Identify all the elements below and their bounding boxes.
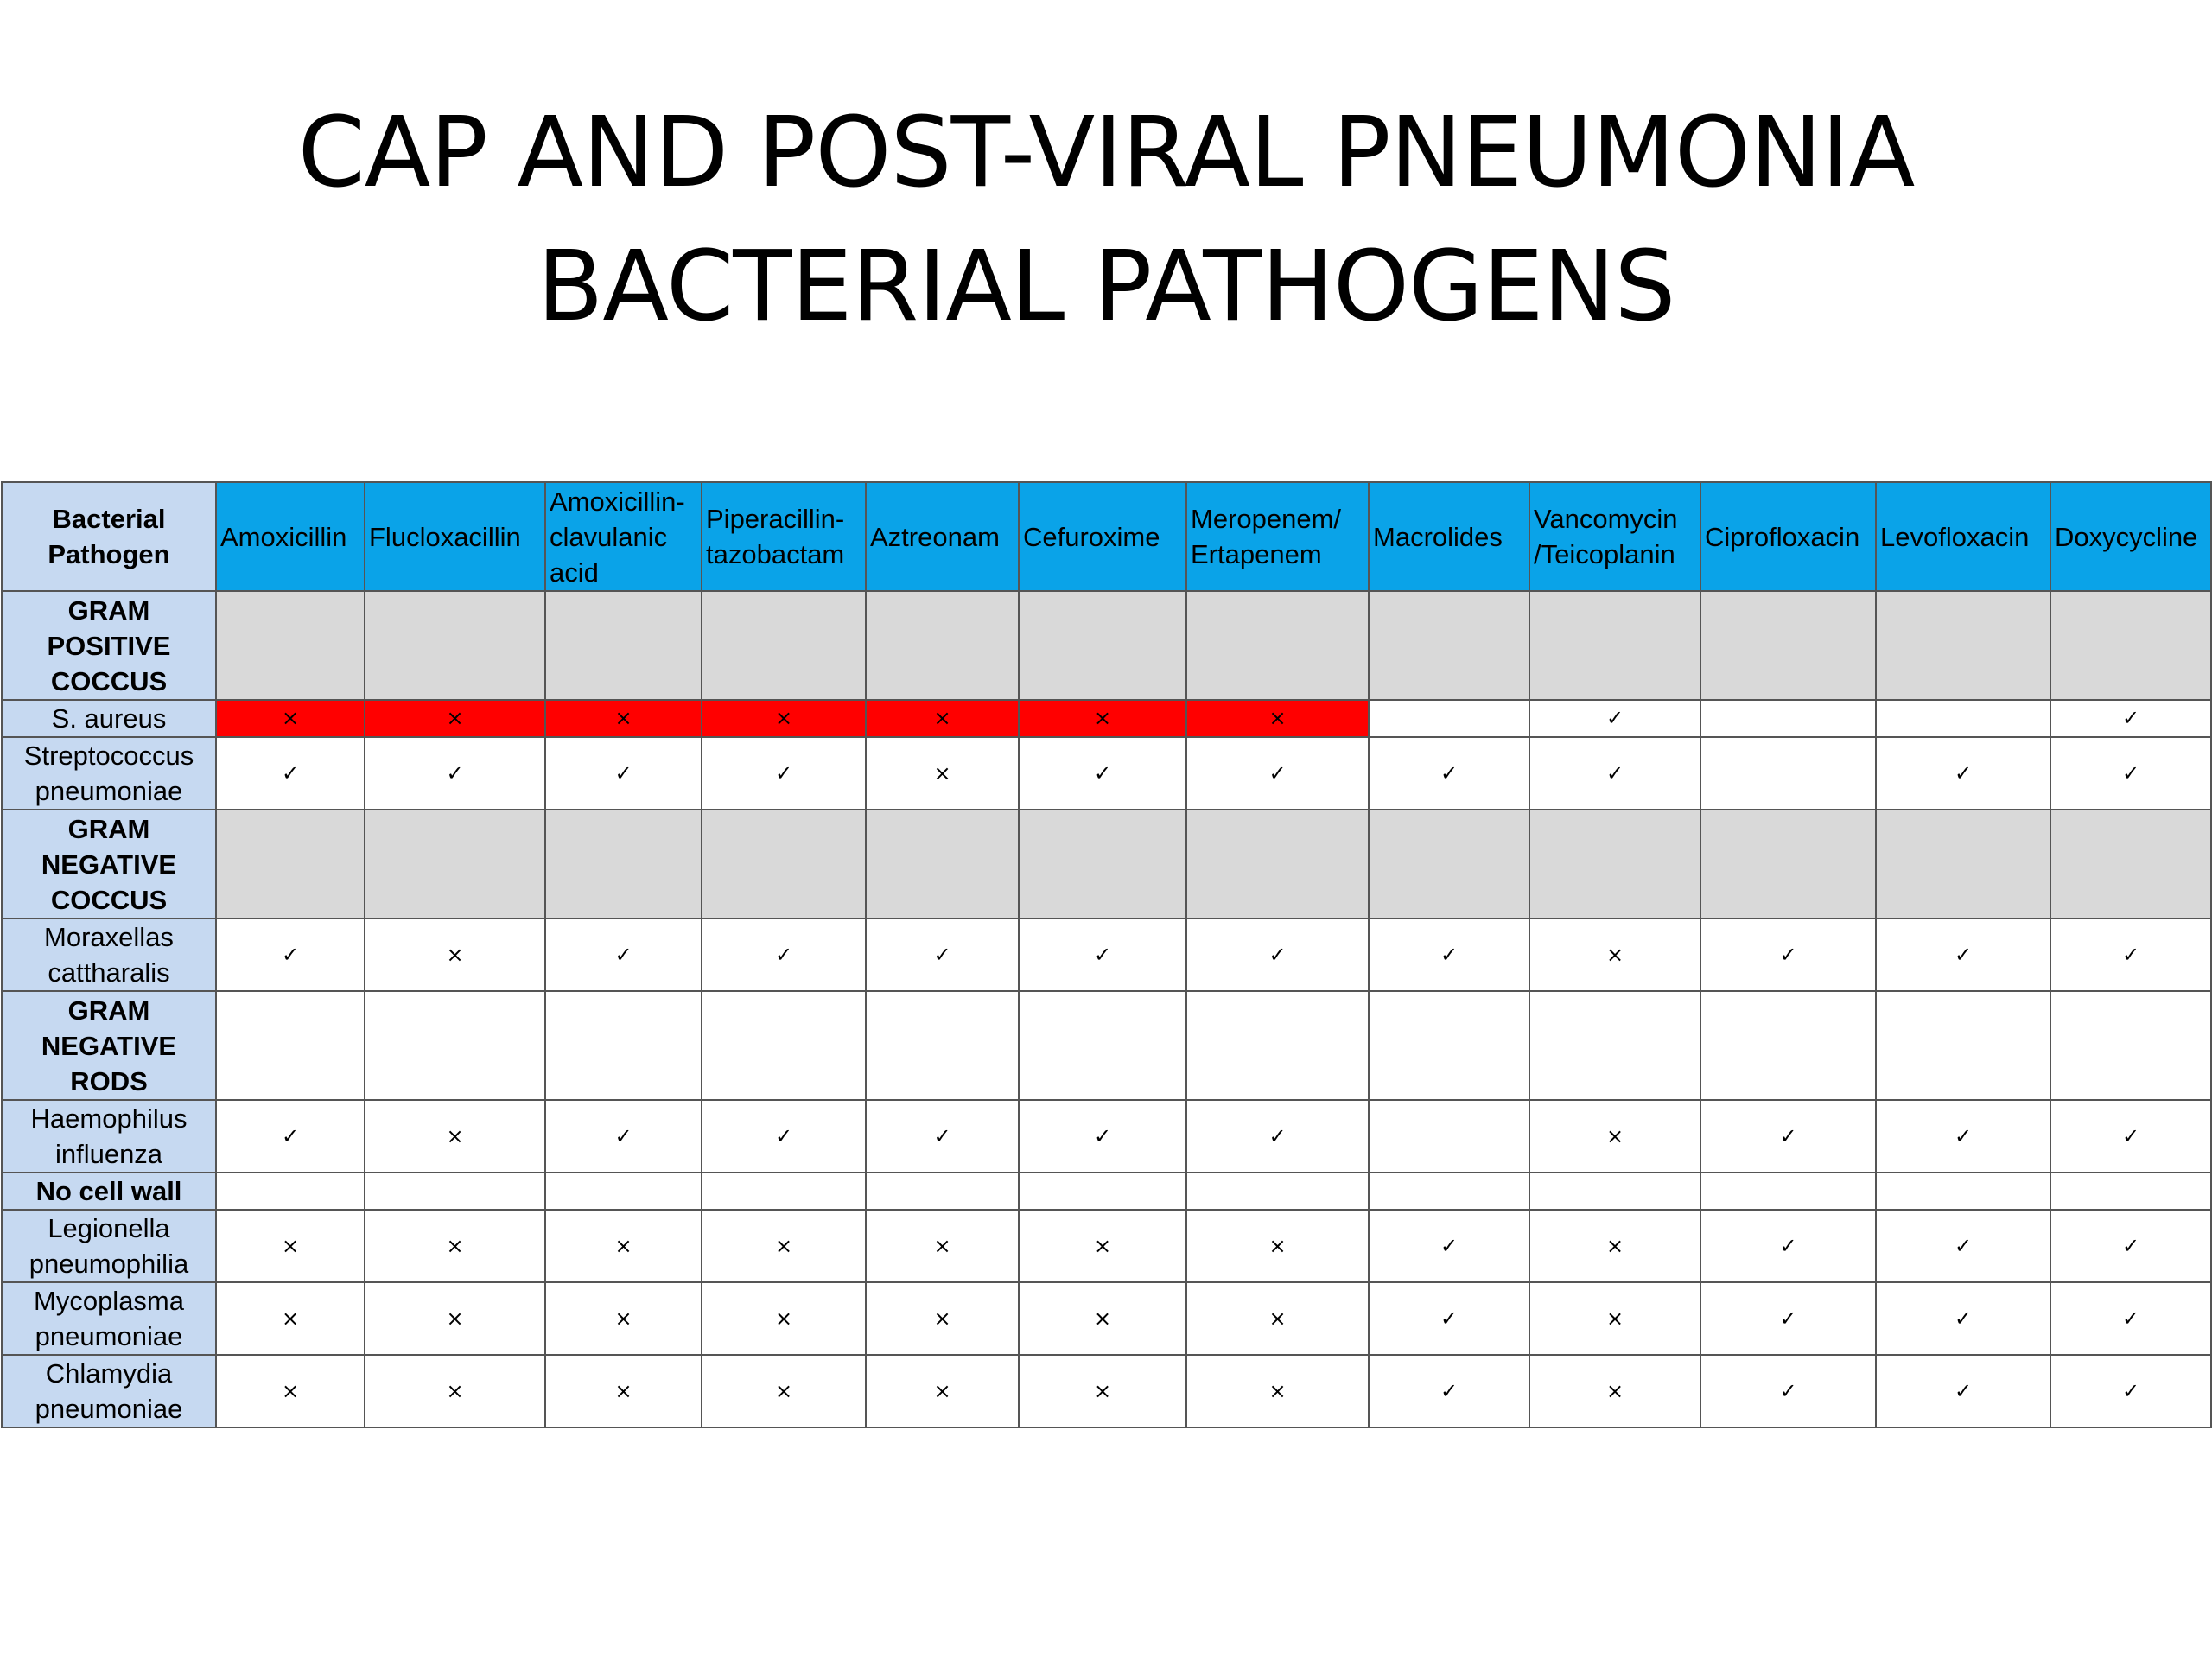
- coverage-cell: ✓: [1700, 1210, 1876, 1282]
- coverage-cell: ✓: [1529, 700, 1700, 737]
- coverage-cell: ✓: [1369, 1210, 1529, 1282]
- coverage-cell: ✓: [1369, 1282, 1529, 1355]
- table-row: [2, 1173, 2211, 1210]
- coverage-cell: ✓: [1876, 1210, 2050, 1282]
- row-label: Streptococcus pneumoniae: [2, 737, 216, 810]
- coverage-cell: ✓: [545, 737, 702, 810]
- coverage-cell: [365, 591, 545, 700]
- coverage-cell: [1186, 1173, 1369, 1210]
- coverage-cell: [365, 810, 545, 918]
- coverage-cell: ×: [866, 1282, 1019, 1355]
- coverage-cell: [545, 1173, 702, 1210]
- coverage-cell: ×: [1529, 1100, 1700, 1173]
- table-row: [2, 1355, 2211, 1427]
- coverage-cell: ×: [1186, 1210, 1369, 1282]
- coverage-cell: [2050, 591, 2211, 700]
- coverage-cell: ✓: [2050, 1355, 2211, 1427]
- coverage-cell: ✓: [1529, 737, 1700, 810]
- coverage-cell: [1019, 810, 1186, 918]
- coverage-cell: ×: [1186, 1355, 1369, 1427]
- coverage-cell: ×: [365, 700, 545, 737]
- column-header-piperacillin-tazobactam: Piperacillin-tazobactam: [702, 482, 866, 591]
- coverage-cell: ✓: [1876, 1282, 2050, 1355]
- coverage-cell: ✓: [1369, 918, 1529, 991]
- coverage-cell: ✓: [365, 737, 545, 810]
- coverage-cell: ×: [216, 1355, 365, 1427]
- coverage-cell: [1186, 810, 1369, 918]
- coverage-cell: ✓: [1700, 1100, 1876, 1173]
- coverage-cell: [1700, 1173, 1876, 1210]
- coverage-cell: ✓: [2050, 1210, 2211, 1282]
- coverage-cell: [1369, 591, 1529, 700]
- coverage-cell: ✓: [1700, 1282, 1876, 1355]
- coverage-cell: ×: [365, 1210, 545, 1282]
- coverage-cell: [365, 991, 545, 1100]
- coverage-cell: [365, 1173, 545, 1210]
- table-row: [2, 591, 2211, 700]
- coverage-cell: ×: [1019, 1210, 1186, 1282]
- coverage-cell: [1876, 700, 2050, 737]
- coverage-cell: ×: [1529, 1282, 1700, 1355]
- coverage-cell: ✓: [216, 918, 365, 991]
- coverage-cell: [1700, 700, 1876, 737]
- coverage-cell: ×: [1019, 700, 1186, 737]
- coverage-cell: [1369, 991, 1529, 1100]
- antibiotic-coverage-table: [1, 481, 2212, 1428]
- coverage-cell: [1186, 591, 1369, 700]
- coverage-cell: ✓: [1369, 1355, 1529, 1427]
- row-label: S. aureus: [2, 700, 216, 737]
- coverage-cell: [1369, 700, 1529, 737]
- coverage-cell: ✓: [1876, 918, 2050, 991]
- table-row: [2, 700, 2211, 737]
- coverage-cell: ×: [1529, 1210, 1700, 1282]
- coverage-cell: [2050, 991, 2211, 1100]
- coverage-cell: [1019, 1173, 1186, 1210]
- coverage-cell: [1876, 810, 2050, 918]
- coverage-cell: ✓: [702, 737, 866, 810]
- coverage-cell: [1529, 591, 1700, 700]
- column-header-ciprofloxacin: Ciprofloxacin: [1700, 482, 1876, 591]
- coverage-cell: [545, 810, 702, 918]
- coverage-cell: ×: [1186, 700, 1369, 737]
- coverage-cell: [1876, 1173, 2050, 1210]
- coverage-cell: ✓: [1876, 1355, 2050, 1427]
- coverage-cell: ✓: [1186, 918, 1369, 991]
- coverage-cell: [1700, 591, 1876, 700]
- coverage-cell: [1019, 591, 1186, 700]
- coverage-cell: ×: [702, 700, 866, 737]
- coverage-cell: [702, 991, 866, 1100]
- column-header-amoxicillin-clavulanic-acid: Amoxicillin-clavulanic acid: [545, 482, 702, 591]
- coverage-cell: [216, 591, 365, 700]
- column-header-cefuroxime: Cefuroxime: [1019, 482, 1186, 591]
- row-label: Legionella pneumophilia: [2, 1210, 216, 1282]
- slide-title: [0, 86, 2212, 354]
- row-label: GRAM NEGATIVE RODS: [2, 991, 216, 1100]
- column-header-meropenem-ertapenem: Meropenem/ Ertapenem: [1186, 482, 1369, 591]
- table-body: [2, 591, 2211, 1427]
- row-label: Mycoplasma pneumoniae: [2, 1282, 216, 1355]
- coverage-cell: [702, 591, 866, 700]
- coverage-cell: ×: [866, 1210, 1019, 1282]
- coverage-cell: ×: [702, 1282, 866, 1355]
- row-label: GRAM NEGATIVE COCCUS: [2, 810, 216, 918]
- coverage-cell: [1019, 991, 1186, 1100]
- row-label: GRAM POSITIVE COCCUS: [2, 591, 216, 700]
- coverage-cell: ✓: [1186, 1100, 1369, 1173]
- coverage-cell: ×: [702, 1355, 866, 1427]
- column-header-levofloxacin: Levofloxacin: [1876, 482, 2050, 591]
- column-header-bacterial-pathogen: Bacterial Pathogen: [2, 482, 216, 591]
- coverage-cell: ✓: [702, 918, 866, 991]
- coverage-cell: ×: [1529, 1355, 1700, 1427]
- coverage-cell: [1876, 591, 2050, 700]
- coverage-cell: ×: [1186, 1282, 1369, 1355]
- row-label: Chlamydia pneumoniae: [2, 1355, 216, 1427]
- coverage-cell: ✓: [702, 1100, 866, 1173]
- coverage-cell: ×: [866, 700, 1019, 737]
- coverage-cell: [866, 591, 1019, 700]
- coverage-cell: [1700, 737, 1876, 810]
- coverage-cell: [545, 591, 702, 700]
- coverage-cell: ×: [365, 1282, 545, 1355]
- coverage-cell: ✓: [866, 918, 1019, 991]
- column-header-flucloxacillin: Flucloxacillin: [365, 482, 545, 591]
- row-label: No cell wall: [2, 1173, 216, 1210]
- coverage-cell: [1529, 991, 1700, 1100]
- coverage-cell: ✓: [545, 918, 702, 991]
- coverage-cell: [2050, 1173, 2211, 1210]
- coverage-cell: ✓: [2050, 918, 2211, 991]
- coverage-cell: [1369, 1173, 1529, 1210]
- coverage-cell: [866, 991, 1019, 1100]
- coverage-cell: ×: [866, 1355, 1019, 1427]
- coverage-cell: ✓: [1876, 737, 2050, 810]
- coverage-cell: ×: [545, 1210, 702, 1282]
- coverage-cell: ×: [545, 1355, 702, 1427]
- coverage-cell: [1700, 810, 1876, 918]
- coverage-cell: ✓: [216, 737, 365, 810]
- coverage-cell: [1700, 991, 1876, 1100]
- coverage-cell: [702, 1173, 866, 1210]
- coverage-cell: ×: [545, 1282, 702, 1355]
- coverage-cell: ✓: [1019, 737, 1186, 810]
- coverage-cell: ✓: [2050, 1100, 2211, 1173]
- coverage-cell: ×: [1019, 1355, 1186, 1427]
- column-header-macrolides: Macrolides: [1369, 482, 1529, 591]
- coverage-cell: ×: [216, 1282, 365, 1355]
- coverage-cell: ×: [545, 700, 702, 737]
- table-row: [2, 1210, 2211, 1282]
- column-header-amoxicillin: Amoxicillin: [216, 482, 365, 591]
- coverage-cell: ×: [216, 700, 365, 737]
- coverage-cell: [1369, 810, 1529, 918]
- slide-title-line-1: CAP AND POST-VIRAL PNEUMONIA: [297, 97, 1915, 209]
- coverage-cell: ✓: [2050, 700, 2211, 737]
- coverage-cell: ×: [216, 1210, 365, 1282]
- coverage-cell: ×: [866, 737, 1019, 810]
- coverage-cell: [702, 810, 866, 918]
- row-label: Haemophilus influenza: [2, 1100, 216, 1173]
- coverage-cell: ✓: [1186, 737, 1369, 810]
- coverage-cell: [216, 991, 365, 1100]
- coverage-cell: ×: [1529, 918, 1700, 991]
- table-row: [2, 991, 2211, 1100]
- coverage-cell: ✓: [866, 1100, 1019, 1173]
- coverage-cell: [216, 810, 365, 918]
- coverage-cell: ✓: [1700, 918, 1876, 991]
- table-row: [2, 810, 2211, 918]
- coverage-cell: ✓: [216, 1100, 365, 1173]
- table-row: [2, 918, 2211, 991]
- coverage-cell: ×: [365, 918, 545, 991]
- coverage-cell: ✓: [2050, 737, 2211, 810]
- coverage-cell: [1186, 991, 1369, 1100]
- coverage-cell: ×: [365, 1100, 545, 1173]
- coverage-cell: ×: [702, 1210, 866, 1282]
- table-row: [2, 1282, 2211, 1355]
- coverage-cell: [2050, 810, 2211, 918]
- coverage-cell: ✓: [1700, 1355, 1876, 1427]
- table-row: [2, 737, 2211, 810]
- coverage-cell: ✓: [1369, 737, 1529, 810]
- coverage-cell: ✓: [545, 1100, 702, 1173]
- coverage-cell: [1876, 991, 2050, 1100]
- coverage-cell: ×: [1019, 1282, 1186, 1355]
- coverage-cell: [216, 1173, 365, 1210]
- table-header-row: [2, 482, 2211, 591]
- coverage-cell: [866, 810, 1019, 918]
- coverage-cell: [1529, 1173, 1700, 1210]
- coverage-cell: [545, 991, 702, 1100]
- coverage-cell: ×: [365, 1355, 545, 1427]
- column-header-aztreonam: Aztreonam: [866, 482, 1019, 591]
- coverage-cell: ✓: [1876, 1100, 2050, 1173]
- coverage-cell: [866, 1173, 1019, 1210]
- column-header-doxycycline: Doxycycline: [2050, 482, 2211, 591]
- slide-title-line-2: BACTERIAL PATHOGENS: [537, 231, 1675, 343]
- coverage-cell: [1529, 810, 1700, 918]
- row-label: Moraxellas cattharalis: [2, 918, 216, 991]
- coverage-cell: ✓: [1019, 1100, 1186, 1173]
- coverage-cell: [1369, 1100, 1529, 1173]
- table-row: [2, 1100, 2211, 1173]
- column-header-vancomycin-teicoplanin: Vancomycin /Teicoplanin: [1529, 482, 1700, 591]
- coverage-cell: ✓: [1019, 918, 1186, 991]
- coverage-cell: ✓: [2050, 1282, 2211, 1355]
